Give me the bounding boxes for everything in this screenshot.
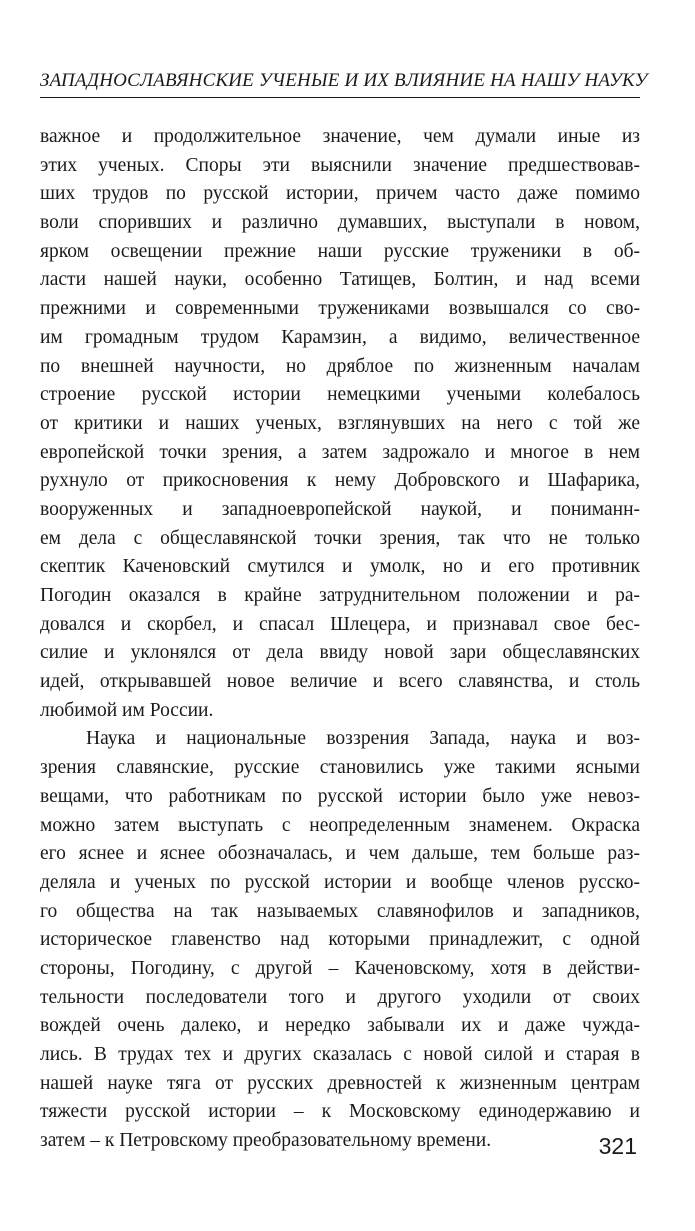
text-line: скептик Каченовский смутился и умолк, но и его противник [40, 556, 640, 578]
paragraph-1 [40, 123, 640, 725]
text-line: тяжести русской истории – к Московскому единодержавию и [40, 1101, 640, 1123]
text-line: тельности последователи того и другого уходили от своих [40, 986, 640, 1008]
text-line: ласти нашей науки, особенно Татищев, Болтин, и над всеми [40, 269, 640, 291]
text-line: Погодин оказался в крайне затруднительном положении и ра- [40, 585, 640, 606]
running-header: ЗАПАДНОСЛАВЯНСКИЕ УЧЕНЫЕ И ИХ ВЛИЯНИЕ НА НАШУ НАУКУ [40, 70, 648, 91]
text-line: зрения славянские, русские становились уже такими ясными [40, 757, 640, 779]
text-line: воли споривших и различно думавших, выступали в новом, [40, 212, 640, 234]
text-line: Наука и национальные воззрения Запада, наука и воз- [86, 728, 640, 750]
text-line: его яснее и яснее обозначалась, и чем дальше, тем больше раз- [40, 843, 640, 865]
text-line: европейской точки зрения, а затем задрожало и многое в нем [40, 441, 640, 463]
text-line: вождей очень далеко, и нередко забывали их и даже чужда- [40, 1015, 640, 1037]
text-line: прежними и современными тружениками возвышался со сво- [40, 298, 640, 320]
text-line: ших трудов по русской истории, причем часто даже помимо [40, 183, 640, 205]
header-rule [40, 97, 640, 98]
text-line: от критики и наших ученых, взглянувших на него с той же [40, 412, 640, 434]
text-line: силие и уклонялся от дела ввиду новой зари общеславянских [40, 642, 640, 664]
body-text [40, 123, 640, 1156]
paragraph-2 [40, 725, 640, 1155]
text-line: ем дела с общеславянской точки зрения, так что не только [40, 527, 640, 549]
text-line: стороны, Погодину, с другой – Каченовскому, хотя в действи- [40, 957, 640, 979]
text-line: рухнуло от прикосновения к нему Добровского и Шафарика, [40, 470, 640, 492]
text-line: вооруженных и западноевропейской наукой, и пониманн- [40, 498, 640, 520]
text-line: нашей науке тяга от русских древностей к жизненным центрам [40, 1072, 640, 1094]
text-line: ярком освещении прежние наши русские труженики в об- [40, 240, 640, 262]
text-line: довался и скорбел, и спасал Шлецера, и признавал свое бес- [40, 613, 640, 635]
text-line: строение русской истории немецкими учеными колебалось [40, 384, 640, 406]
text-line: важное и продолжительное значение, чем думали иные из [40, 126, 640, 147]
text-line: лись. В трудах тех и других сказалась с новой силой и старая в [40, 1044, 640, 1065]
text-line: этих ученых. Споры эти выяснили значение предшествовав- [40, 154, 640, 176]
text-line: деляла и ученых по русской истории и вообще членов русско- [40, 871, 640, 893]
page-number: 321 [598, 1133, 637, 1159]
text-line: го общества на так называемых славянофилов и западников, [40, 900, 640, 922]
text-line: им громадным трудом Карамзин, а видимо, величественное [40, 326, 640, 348]
text-line: можно затем выступать с неопределенным знаменем. Окраска [40, 814, 640, 836]
text-line: по внешней научности, но дряблое по жизненным началам [40, 355, 640, 377]
text-line: историческое главенство над которыми принадлежит, с одной [40, 929, 640, 951]
text-line: идей, открывавшей новое величие и всего славянства, и столь [40, 671, 640, 693]
text-line: вещами, что работникам по русской истории было уже невоз- [40, 785, 640, 807]
text-line: затем – к Петровскому преобразовательному времени. [40, 1130, 492, 1152]
text-line: любимой им России. [40, 699, 214, 721]
